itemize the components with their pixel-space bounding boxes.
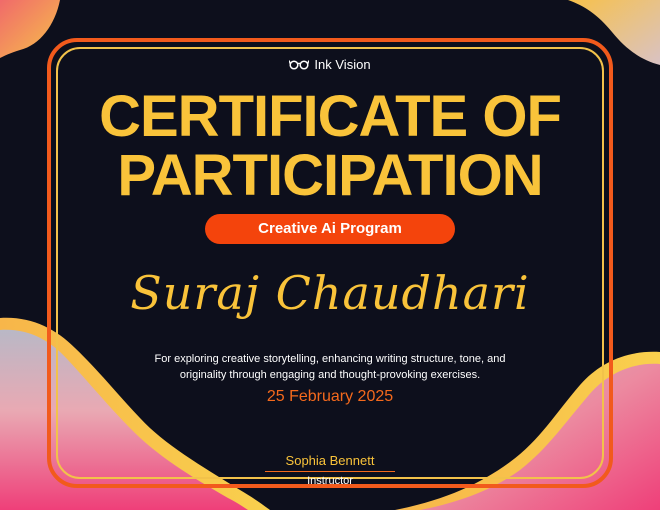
brand-logo (0, 57, 660, 72)
certificate-title-line1: CERTIFICATE OF (99, 84, 561, 149)
signature-line (265, 471, 395, 472)
recipient-name: Suraj Chaudhari (130, 266, 530, 320)
brand-name: Ink Vision (314, 57, 371, 72)
signatory-role: Instructor (307, 475, 353, 487)
certificate-description: For exploring creative storytelling, enhancing writing structure, tone, and originality through engaging and thought-provoking exercises. (154, 353, 506, 381)
program-badge: Creative Ai Program (205, 214, 455, 244)
wave-top-left (0, 0, 60, 58)
certificate-title-line2: PARTICIPATION (117, 143, 543, 208)
certificate-date: 25 February 2025 (266, 388, 394, 405)
glasses-icon (289, 59, 309, 70)
signatory-name: Sophia Bennett (285, 453, 375, 468)
